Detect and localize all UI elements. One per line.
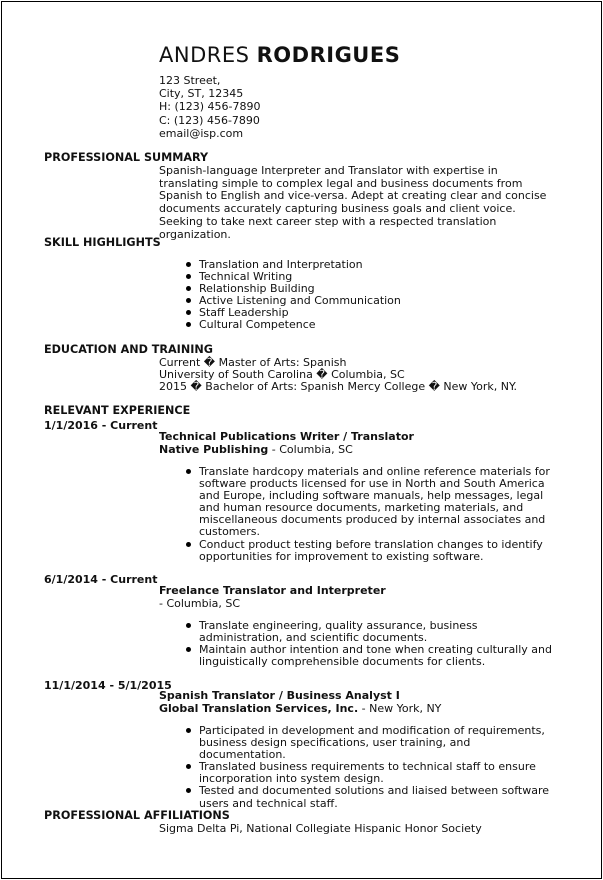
job-header xyxy=(159,585,386,610)
education-line: Current � Master of Arts: Spanish xyxy=(159,356,347,369)
address-line-2: City, ST, 12345 xyxy=(159,87,244,101)
candidate-name xyxy=(159,43,400,67)
list-item: Technical Writing xyxy=(159,271,401,283)
job-header xyxy=(159,431,414,456)
job-title: Spanish Translator / Business Analyst I xyxy=(159,689,400,702)
job-location: - New York, NY xyxy=(358,701,442,715)
list-item: Participated in development and modification of requirements, business design specifications, user training, and documentation. xyxy=(159,725,559,761)
list-item: Translate hardcopy materials and online reference materials for software products licensed for use in North and South America and Europe, including software manuals, help messages, legal and human resource documents, marketing materials, and miscellaneous documents produced by internal associates and customers. xyxy=(159,466,559,539)
contact-block xyxy=(159,74,261,140)
list-item: Maintain author intention and tone when creating culturally and linguistically comprehensible documents for clients. xyxy=(159,644,559,668)
skills-heading: SKILL HIGHLIGHTS xyxy=(44,236,161,249)
job-title: Freelance Translator and Interpreter xyxy=(159,584,386,597)
affiliations-text: Sigma Delta Pi, National Collegiate Hispanic Honor Society xyxy=(159,822,482,835)
job-dates: 6/1/2014 - Current xyxy=(44,573,158,586)
email: email@isp.com xyxy=(159,126,244,140)
summary-text: Spanish-language Interpreter and Translator with expertise in translating simple to complex legal and business documents from Spanish to English and vice-versa. Adept at creating clear and concise documents accurately capturing business goals and client voice. Seeking to take next career step with a respected translation organization. xyxy=(159,164,547,241)
job-dates: 1/1/2016 - Current xyxy=(44,419,158,432)
home-phone: H: (123) 456-7890 xyxy=(159,100,261,114)
job-bullets xyxy=(159,725,559,810)
list-item: Translated business requirements to technical staff to ensure incorporation into system design. xyxy=(159,761,559,785)
experience-heading: RELEVANT EXPERIENCE xyxy=(44,404,191,417)
cell-phone: C: (123) 456-7890 xyxy=(159,113,260,127)
first-name: ANDRES xyxy=(159,43,250,67)
last-name: RODRIGUES xyxy=(256,43,401,67)
education-heading: EDUCATION AND TRAINING xyxy=(44,343,213,356)
list-item: Staff Leadership xyxy=(159,307,401,319)
job-company: Global Translation Services, Inc. xyxy=(159,701,359,715)
affiliations-heading: PROFESSIONAL AFFILIATIONS xyxy=(44,809,230,822)
education-line: 2015 � Bachelor of Arts: Spanish Mercy College � New York, NY. xyxy=(159,380,517,394)
summary-heading: PROFESSIONAL SUMMARY xyxy=(44,151,209,164)
list-item: Active Listening and Communication xyxy=(159,295,401,307)
list-item: Relationship Building xyxy=(159,283,401,295)
list-item: Cultural Competence xyxy=(159,319,401,331)
skills-list xyxy=(159,259,401,332)
job-location: - Columbia, SC xyxy=(159,596,241,610)
job-location: - Columbia, SC xyxy=(268,442,353,456)
education-line: University of South Carolina � Columbia, SC xyxy=(159,368,405,382)
list-item: Translation and Interpretation xyxy=(159,259,401,271)
job-bullets xyxy=(159,620,559,668)
job-bullets xyxy=(159,466,559,563)
list-item: Conduct product testing before translation changes to identify opportunities for improvement to existing software. xyxy=(159,539,559,563)
education-list xyxy=(159,357,559,394)
list-item: Tested and documented solutions and liaised between software users and technical staff. xyxy=(159,785,559,809)
address-line-1: 123 Street, xyxy=(159,74,221,87)
job-dates: 11/1/2014 - 5/1/2015 xyxy=(44,679,172,692)
list-item: Translate engineering, quality assurance, business administration, and scientific documents. xyxy=(159,620,559,644)
job-title: Technical Publications Writer / Translator xyxy=(159,430,414,443)
job-header xyxy=(159,690,441,715)
job-company: Native Publishing xyxy=(159,442,269,456)
